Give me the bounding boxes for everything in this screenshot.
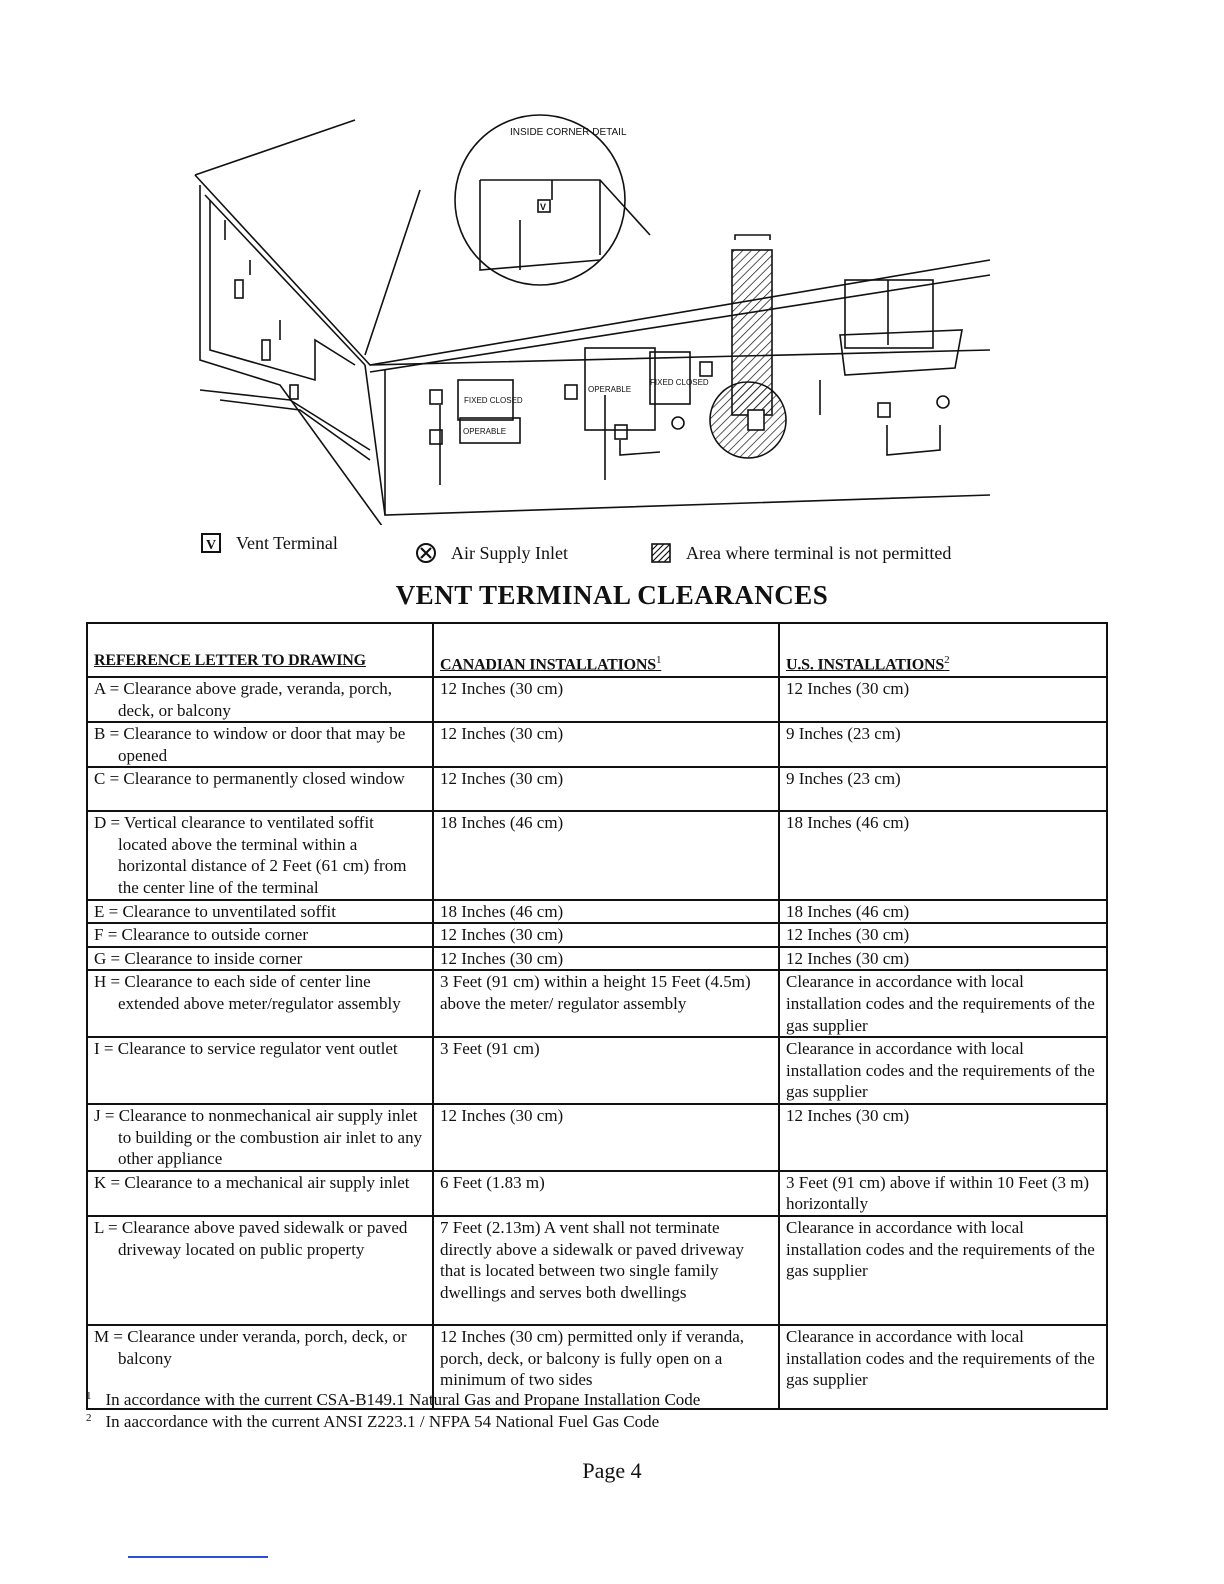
table-row — [87, 677, 1107, 722]
bottom-link-underline — [128, 1556, 268, 1558]
us-cell: 18 Inches (46 cm) — [779, 811, 1107, 899]
us-cell: Clearance in accordance with local installation codes and the requirements of the gas supplier — [779, 1325, 1107, 1409]
canadian-cell: 3 Feet (91 cm) within a height 15 Feet (4.5m) above the meter/ regulator assembly — [433, 970, 779, 1037]
operable-label-2: OPERABLE — [588, 385, 632, 394]
header-canadian — [433, 623, 779, 677]
canadian-cell: 12 Inches (30 cm) — [433, 947, 779, 971]
us-cell: 9 Inches (23 cm) — [779, 767, 1107, 811]
table-row — [87, 923, 1107, 947]
ref-cell: E = Clearance to unventilated soffit — [87, 900, 433, 924]
us-cell: 3 Feet (91 cm) above if within 10 Feet (3 m) horizontally — [779, 1171, 1107, 1216]
clearance-table — [86, 622, 1108, 1410]
legend-vent-terminal-label: Vent Terminal — [236, 532, 338, 553]
svg-text:V: V — [206, 538, 217, 553]
table-row — [87, 947, 1107, 971]
footnote-2-text: In aaccordance with the current ANSI Z223.1 / NFPA 54 National Fuel Gas Code — [105, 1412, 660, 1431]
canadian-cell: 7 Feet (2.13m) A vent shall not terminate directly above a sidewalk or paved driveway that is located between two single family dwellings and serves both dwellings — [433, 1216, 779, 1325]
us-cell: 12 Inches (30 cm) — [779, 1104, 1107, 1171]
us-cell: Clearance in accordance with local installation codes and the requirements of the gas supplier — [779, 1216, 1107, 1325]
legend-air-supply-inlet-label: Air Supply Inlet — [451, 542, 568, 563]
ref-cell: M = Clearance under veranda, porch, deck, or balcony — [87, 1325, 433, 1409]
ref-cell: B = Clearance to window or door that may be opened — [87, 722, 433, 767]
header-reference — [87, 623, 433, 677]
table-row — [87, 811, 1107, 899]
table-row — [87, 722, 1107, 767]
canadian-cell: 12 Inches (30 cm) — [433, 767, 779, 811]
canadian-cell: 12 Inches (30 cm) permitted only if veranda, porch, deck, or balcony is fully open on a minimum of two sides — [433, 1325, 779, 1409]
legend-vent-terminal — [200, 532, 338, 554]
table-row — [87, 1216, 1107, 1325]
table-header-row — [87, 623, 1107, 677]
canadian-cell: 3 Feet (91 cm) — [433, 1037, 779, 1104]
footnote-2-mark: 2 — [86, 1412, 92, 1424]
table-row — [87, 900, 1107, 924]
ref-cell: D = Vertical clearance to ventilated soffit located above the terminal within a horizontal distance of 2 Feet (61 cm) from the center line of the terminal — [87, 811, 433, 899]
page-number: Page 4 — [582, 1458, 642, 1483]
table-row — [87, 1104, 1107, 1171]
footnote-2 — [86, 1412, 659, 1432]
house-vent-diagram — [180, 100, 1000, 525]
vent-terminal-icon — [200, 532, 222, 554]
header-us — [779, 623, 1107, 677]
footnote-1 — [86, 1390, 700, 1410]
operable-label-1: OPERABLE — [463, 427, 507, 436]
us-cell: 12 Inches (30 cm) — [779, 923, 1107, 947]
canadian-cell: 18 Inches (46 cm) — [433, 811, 779, 899]
air-supply-inlet-icon — [415, 542, 437, 564]
canadian-cell: 6 Feet (1.83 m) — [433, 1171, 779, 1216]
ref-cell: C = Clearance to permanently closed window — [87, 767, 433, 811]
hatched-area-icon — [650, 542, 672, 564]
canadian-cell: 18 Inches (46 cm) — [433, 900, 779, 924]
legend-area-not-permitted-label: Area where terminal is not permitted — [686, 542, 952, 563]
table-row — [87, 1171, 1107, 1216]
page-title: VENT TERMINAL CLEARANCES — [395, 580, 829, 610]
us-cell: 18 Inches (46 cm) — [779, 900, 1107, 924]
canadian-cell: 12 Inches (30 cm) — [433, 722, 779, 767]
header-canadian-label: CANADIAN INSTALLATIONS — [440, 656, 656, 674]
header-us-label: U.S. INSTALLATIONS — [786, 656, 945, 674]
legend-air-supply-inlet — [415, 542, 568, 564]
us-cell: 12 Inches (30 cm) — [779, 677, 1107, 722]
header-reference-label: REFERENCE LETTER TO DRAWING — [94, 652, 366, 669]
header-canadian-note: 1 — [655, 654, 662, 666]
ref-cell: K = Clearance to a mechanical air supply inlet — [87, 1171, 433, 1216]
ref-cell: L = Clearance above paved sidewalk or paved driveway located on public property — [87, 1216, 433, 1325]
footnote-1-text: In accordance with the current CSA-B149.1 Natural Gas and Propane Installation Code — [105, 1390, 701, 1409]
inside-corner-caption: INSIDE CORNER DETAIL — [510, 127, 627, 138]
fixed-closed-label-2: FIXED CLOSED — [650, 378, 709, 387]
table-row — [87, 767, 1107, 811]
footnote-1-mark: 1 — [86, 1390, 92, 1402]
canadian-cell: 12 Inches (30 cm) — [433, 677, 779, 722]
legend-area-not-permitted — [650, 542, 951, 564]
ref-cell: G = Clearance to inside corner — [87, 947, 433, 971]
vent-symbol-detail: V — [540, 202, 547, 212]
ref-cell: H = Clearance to each side of center line extended above meter/regulator assembly — [87, 970, 433, 1037]
table-row — [87, 1037, 1107, 1104]
us-cell: Clearance in accordance with local installation codes and the requirements of the gas supplier — [779, 1037, 1107, 1104]
us-cell: 12 Inches (30 cm) — [779, 947, 1107, 971]
ref-cell: A = Clearance above grade, veranda, porch, deck, or balcony — [87, 677, 433, 722]
header-us-note: 2 — [944, 654, 950, 666]
us-cell: 9 Inches (23 cm) — [779, 722, 1107, 767]
canadian-cell: 12 Inches (30 cm) — [433, 1104, 779, 1171]
canadian-cell: 12 Inches (30 cm) — [433, 923, 779, 947]
ref-cell: J = Clearance to nonmechanical air supply inlet to building or the combustion air inlet to any other appliance — [87, 1104, 433, 1171]
us-cell: Clearance in accordance with local installation codes and the requirements of the gas supplier — [779, 970, 1107, 1037]
ref-cell: F = Clearance to outside corner — [87, 923, 433, 947]
ref-cell: I = Clearance to service regulator vent outlet — [87, 1037, 433, 1104]
fixed-closed-label-1: FIXED CLOSED — [464, 396, 523, 405]
table-row — [87, 970, 1107, 1037]
